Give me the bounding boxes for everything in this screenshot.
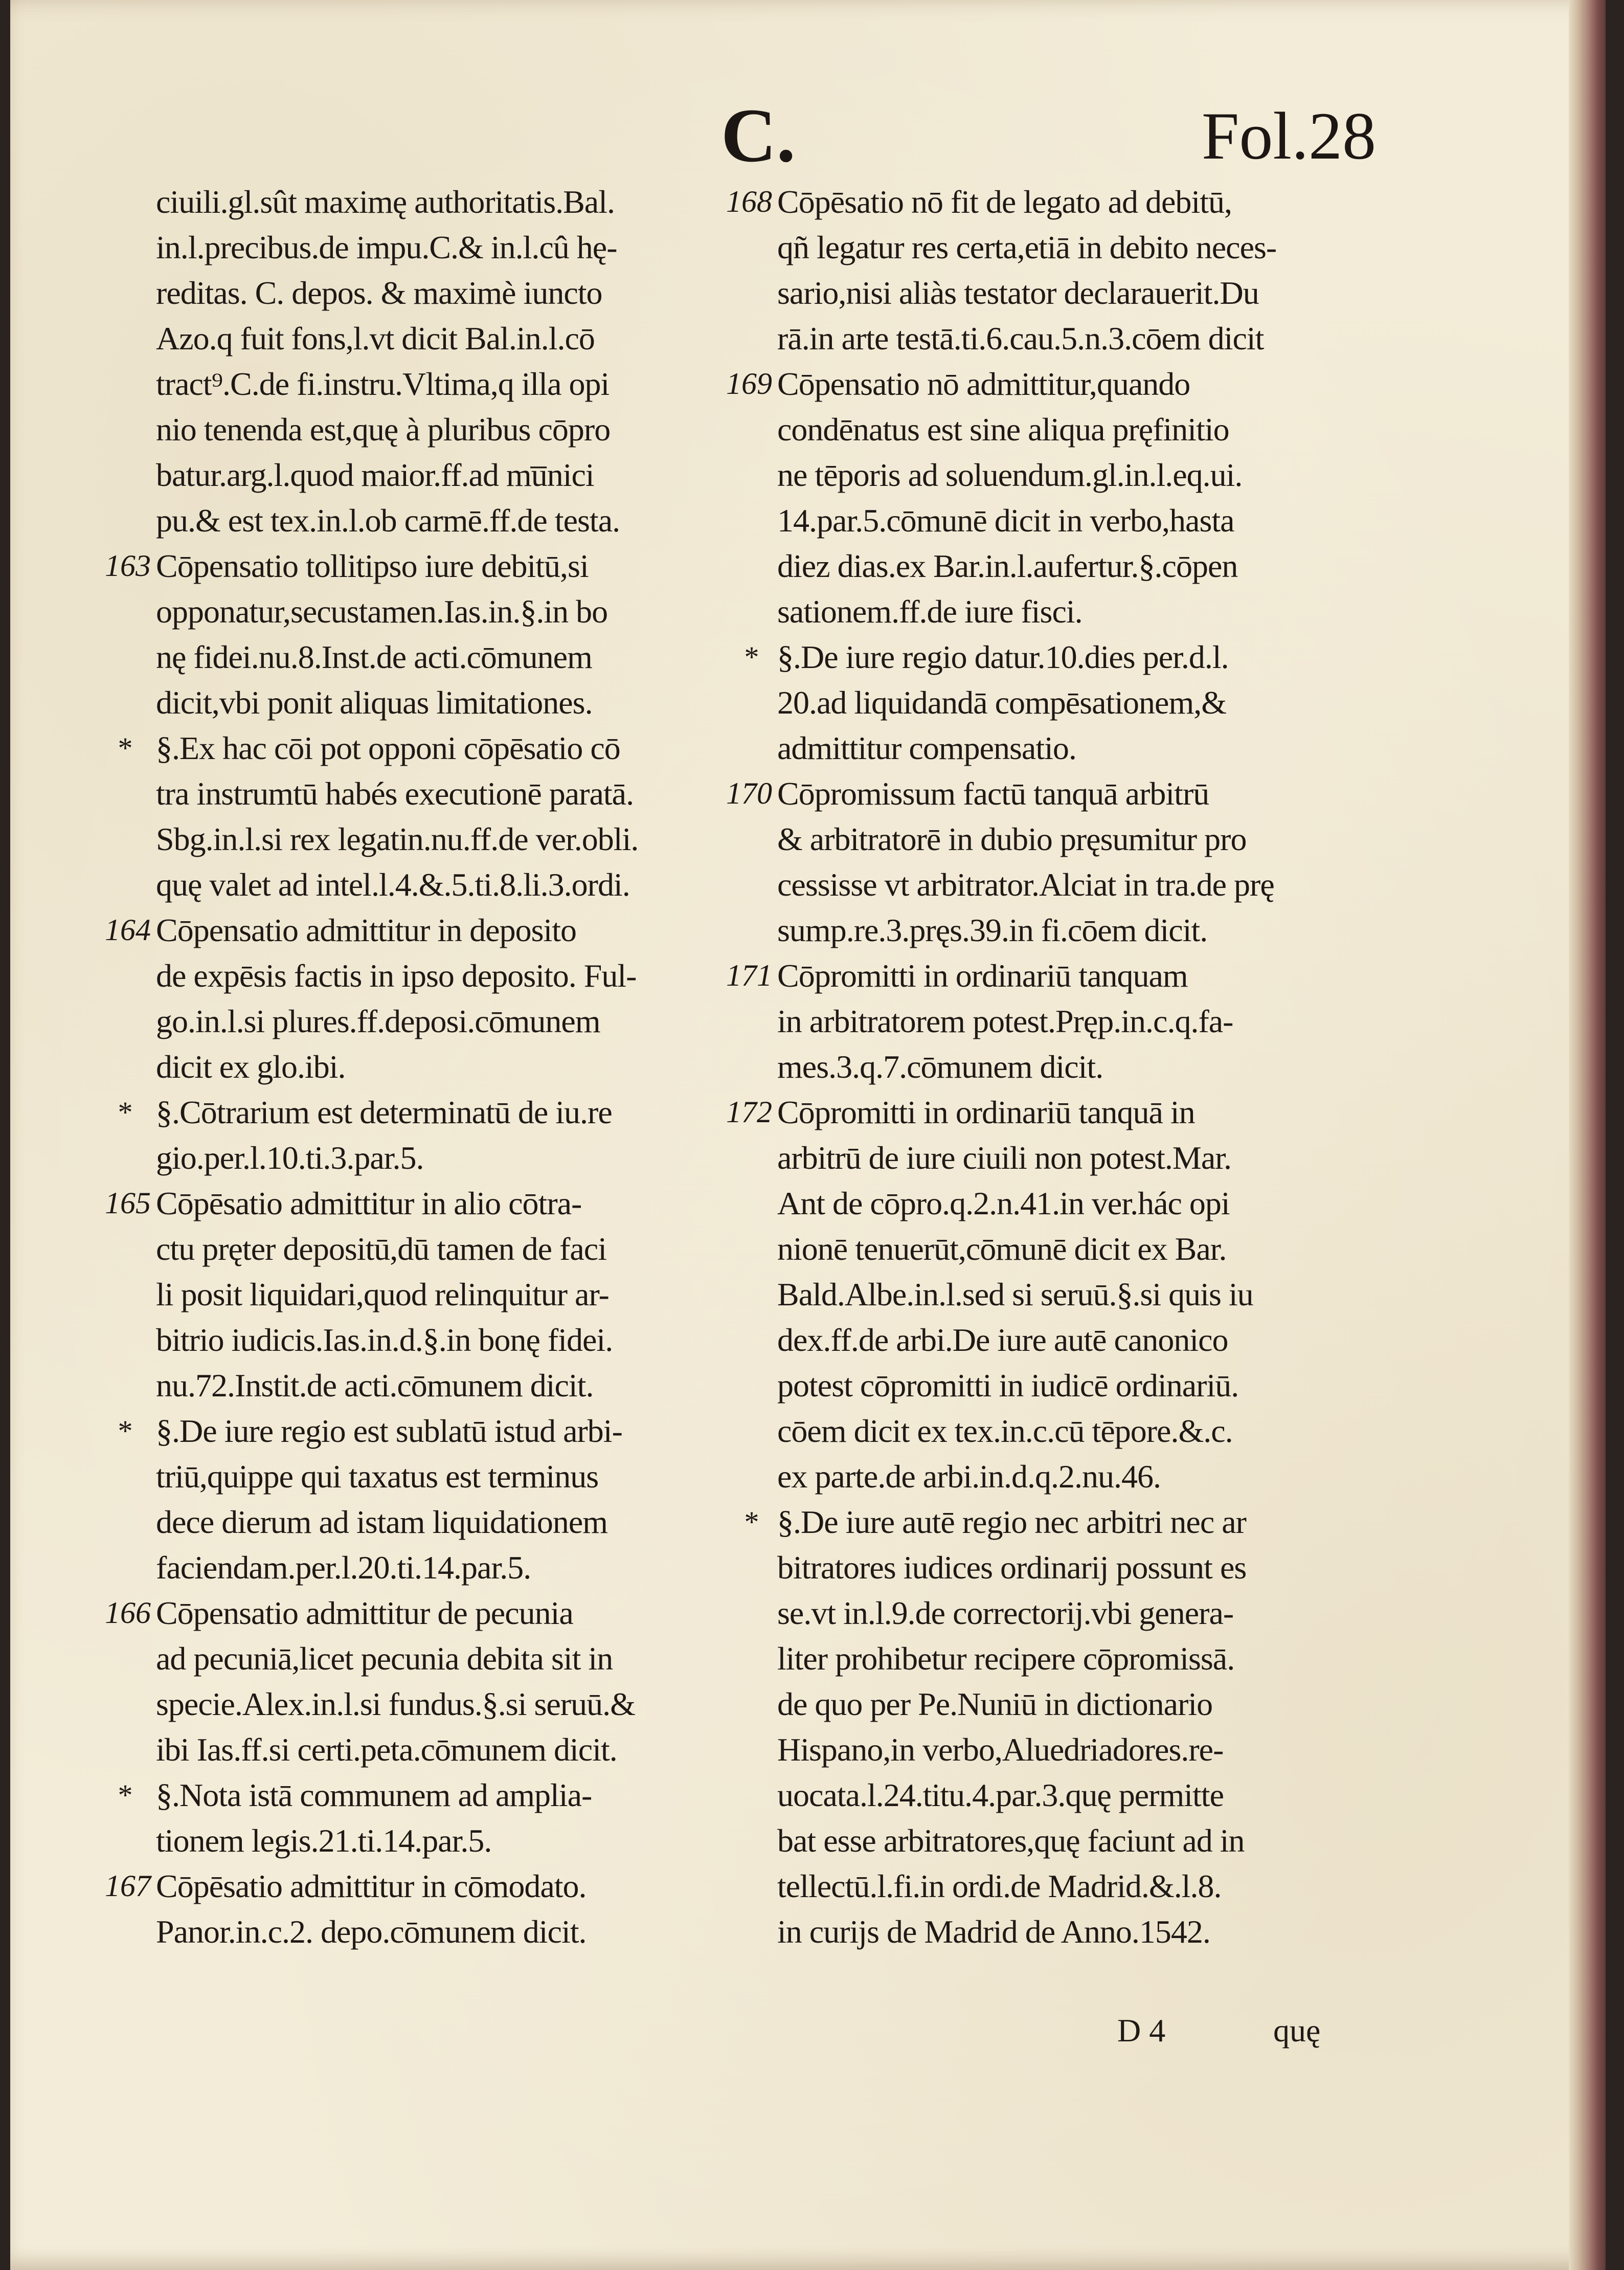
text-line: diez dias.ex Bar.in.l.aufertur.§.cōpen xyxy=(777,548,1238,584)
text-line: specie.Alex.in.l.si fundus.§.si seruū.& xyxy=(156,1686,635,1722)
paragraph-number: 167 xyxy=(105,1869,151,1903)
asterisk-mark: * xyxy=(744,1505,759,1539)
left-text-column xyxy=(156,179,729,1954)
text-line: nu.72.Instit.de acti.cōmunem dicit. xyxy=(156,1367,594,1404)
text-line: de quo per Pe.Nuniū in dictionario xyxy=(777,1686,1213,1722)
text-line: nionē tenuerūt,cōmunē dicit ex Bar. xyxy=(777,1231,1227,1267)
text-line: §.De iure regio est sublatū istud arbi- xyxy=(156,1413,622,1449)
text-line: arbitrū de iure ciuili non potest.Mar. xyxy=(777,1140,1231,1176)
paragraph-number: 166 xyxy=(105,1596,151,1630)
text-line: li posit liquidari,quod relinquitur ar- xyxy=(156,1276,609,1312)
text-line: §.Nota istā communem ad amplia- xyxy=(156,1777,592,1813)
text-line: bat esse arbitratores,quę faciunt ad in xyxy=(777,1822,1245,1859)
text-line: mes.3.q.7.cōmunem dicit. xyxy=(777,1049,1103,1085)
paragraph-number: 165 xyxy=(105,1186,151,1220)
gathering-letter: C. xyxy=(721,93,796,178)
text-line: Cōpromitti in ordinariū tanquā in xyxy=(777,1094,1195,1130)
text-line: dicit ex glo.ibi. xyxy=(156,1049,346,1085)
text-line: ne tēporis ad soluendum.gl.in.l.eq.ui. xyxy=(777,457,1243,493)
text-line: triū,quippe qui taxatus est terminus xyxy=(156,1458,599,1495)
text-line: & arbitratorē in dubio pręsumitur pro xyxy=(777,821,1247,857)
text-line: Cōpēsatio admittitur in alio cōtra- xyxy=(156,1185,582,1221)
text-line: in.l.precibus.de impu.C.& in.l.cû hę- xyxy=(156,229,617,265)
text-line: Sbg.in.l.si rex legatin.nu.ff.de ver.obli. xyxy=(156,821,639,857)
text-line: Cōpensatio nō admittitur,quando xyxy=(777,366,1190,402)
text-line: 14.par.5.cōmunē dicit in verbo,hasta xyxy=(777,502,1234,539)
asterisk-mark: * xyxy=(118,1096,133,1129)
text-line: cōem dicit ex tex.in.c.cū tēpore.&.c. xyxy=(777,1413,1233,1449)
text-line: Bald.Albe.in.l.sed si seruū.§.si quis iu xyxy=(777,1276,1253,1312)
text-line: tellectū.l.fi.in ordi.de Madrid.&.l.8. xyxy=(777,1868,1222,1904)
text-line: gio.per.l.10.ti.3.par.5. xyxy=(156,1140,424,1176)
folio-number: Fol.28 xyxy=(1202,98,1377,173)
text-line: tionem legis.21.ti.14.par.5. xyxy=(156,1822,492,1859)
asterisk-mark: * xyxy=(744,640,759,674)
text-line: se.vt in.l.9.de correctorij.vbi genera- xyxy=(777,1595,1234,1631)
text-line: ex parte.de arbi.in.d.q.2.nu.46. xyxy=(777,1458,1161,1495)
catchword: quę xyxy=(1273,2012,1321,2049)
text-line: Ant de cōpro.q.2.n.41.in ver.hác opi xyxy=(777,1185,1230,1221)
paragraph-number: 163 xyxy=(105,549,151,583)
text-line: in curijs de Madrid de Anno.1542. xyxy=(777,1913,1210,1950)
page-edge xyxy=(1569,0,1606,2270)
text-line: quę valet ad intel.l.4.&.5.ti.8.li.3.ordi. xyxy=(156,866,630,903)
text-line: condēnatus est sine aliqua pręfinitio xyxy=(777,411,1229,448)
text-line: sario,nisi aliàs testator declarauerit.Du xyxy=(777,275,1259,311)
text-line: Cōpromissum factū tanquā arbitrū xyxy=(777,775,1209,812)
text-line: nio tenenda est,quę à pluribus cōpro xyxy=(156,411,611,448)
text-line: ad pecuniā,licet pecunia debita sit in xyxy=(156,1640,613,1677)
text-line: dex.ff.de arbi.De iure autē canonico xyxy=(777,1322,1228,1358)
text-line: §.De iure autē regio nec arbitri nec ar xyxy=(777,1504,1246,1540)
text-line: §.Cōtrarium est determinatū de iu.re xyxy=(156,1094,612,1130)
paragraph-number: 170 xyxy=(726,776,772,810)
text-line: Cōpensatio admittitur in deposito xyxy=(156,912,577,948)
text-line: sump.re.3.pręs.39.in fi.cōem dicit. xyxy=(777,912,1208,948)
text-line: de expēsis factis in ipso deposito. Ful- xyxy=(156,958,637,994)
paragraph-number: 171 xyxy=(726,959,772,992)
text-line: opponatur,secustamen.Ias.in.§.in bo xyxy=(156,593,608,630)
right-text-column xyxy=(777,179,1350,1954)
text-line: ibi Ias.ff.si certi.peta.cōmunem dicit. xyxy=(156,1731,617,1768)
text-line: 20.ad liquidandā compēsationem,& xyxy=(777,684,1226,721)
text-line: cessisse vt arbitrator.Alciat in tra.de prę xyxy=(777,866,1274,903)
text-line: dece dierum ad istam liquidationem xyxy=(156,1504,608,1540)
paragraph-number: 168 xyxy=(726,185,772,218)
asterisk-mark: * xyxy=(118,1414,133,1448)
text-line: pu.& est tex.in.l.ob carmē.ff.de testa. xyxy=(156,502,620,539)
text-line: Panor.in.c.2. depo.cōmunem dicit. xyxy=(156,1913,587,1950)
text-line: nę fidei.nu.8.Inst.de acti.cōmunem xyxy=(156,639,592,675)
text-line: admittitur compensatio. xyxy=(777,730,1076,766)
text-line: Cōpēsatio nō fit de legato ad debitū, xyxy=(777,184,1232,220)
text-line: in arbitratorem potest.Pręp.in.c.q.fa- xyxy=(777,1003,1233,1039)
signature-mark: D 4 xyxy=(1117,2012,1166,2049)
asterisk-mark: * xyxy=(118,1778,133,1812)
text-line: Hispano,in verbo,Aluedriadores.re- xyxy=(777,1731,1224,1768)
paragraph-number: 169 xyxy=(726,367,772,400)
text-line: §.De iure regio datur.10.dies per.d.l. xyxy=(777,639,1229,675)
text-line: bitrio iudicis.Ias.in.d.§.in bonę fidei. xyxy=(156,1322,613,1358)
text-line: sationem.ff.de iure fisci. xyxy=(777,593,1082,630)
text-line: batur.arg.l.quod maior.ff.ad mu̅nici xyxy=(156,457,594,493)
text-line: tract⁹.C.de fi.instru.Vltima,q illa opi xyxy=(156,366,610,402)
text-line: potest cōpromitti in iudicē ordinariū. xyxy=(777,1367,1239,1404)
text-line: reditas. C. depos. & maximè iuncto xyxy=(156,275,602,311)
text-line: Cōpensatio tollitipso iure debitū,si xyxy=(156,548,589,584)
text-line: bitratores iudices ordinarij possunt es xyxy=(777,1549,1247,1586)
book-page xyxy=(10,0,1606,2270)
text-line: go.in.l.si plures.ff.deposi.cōmunem xyxy=(156,1003,600,1039)
text-line: faciendam.per.l.20.ti.14.par.5. xyxy=(156,1549,531,1586)
text-line: Cōpromitti in ordinariū tanquam xyxy=(777,958,1188,994)
paragraph-number: 164 xyxy=(105,913,151,947)
text-line: ctu pręter depositū,dū tamen de faci xyxy=(156,1231,606,1267)
paragraph-number: 172 xyxy=(726,1095,772,1129)
text-line: liter prohibetur recipere cōpromissā. xyxy=(777,1640,1235,1677)
text-line: ciuili.gl.sût maximę authoritatis.Bal. xyxy=(156,184,615,220)
text-line: tra instrumtū habés executionē paratā. xyxy=(156,775,634,812)
text-line: qñ legatur res certa,etiā in debito neces- xyxy=(777,229,1277,265)
text-line: dicit,vbi ponit aliquas limitationes. xyxy=(156,684,593,721)
text-line: Cōpēsatio admittitur in cōmodato. xyxy=(156,1868,587,1904)
text-line: Cōpensatio admittitur de pecunia xyxy=(156,1595,573,1631)
asterisk-mark: * xyxy=(118,731,133,765)
text-line: rā.in arte testā.ti.6.cau.5.n.3.cōem dicit xyxy=(777,320,1264,357)
text-line: uocata.l.24.titu.4.par.3.quę permitte xyxy=(777,1777,1224,1813)
text-line: §.Ex hac cōi pot opponi cōpēsatio cō xyxy=(156,730,620,766)
text-line: Azo.q fuit fons,l.vt dicit Bal.in.l.cō xyxy=(156,320,595,357)
